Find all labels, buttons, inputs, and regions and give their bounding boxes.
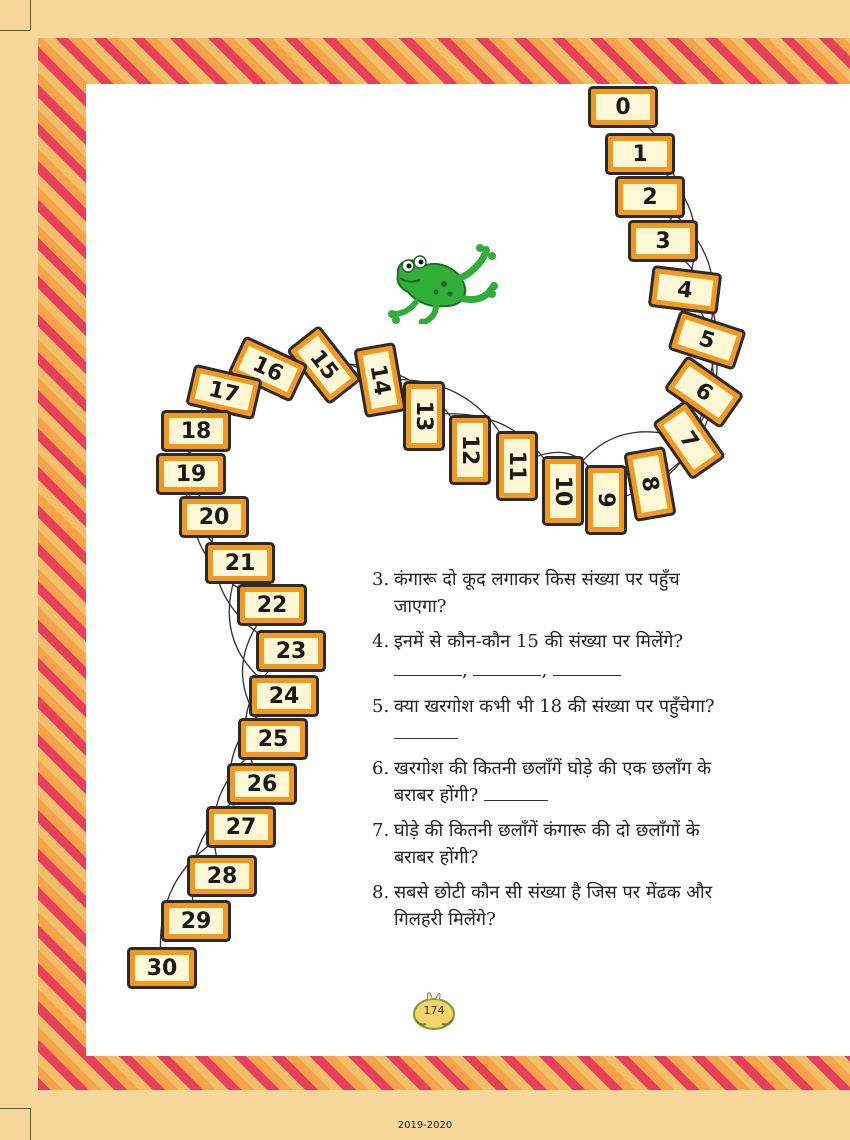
- blank-separator: ,: [462, 660, 468, 681]
- answer-blanks-4: [372, 657, 734, 683]
- number-card-27: 27: [209, 809, 273, 845]
- question-number: 3.: [372, 569, 390, 590]
- question-number: 4.: [372, 631, 390, 652]
- question-3: [372, 566, 734, 620]
- question-7: [372, 817, 734, 871]
- jump-arc: [230, 696, 284, 827]
- question-number: 5.: [372, 696, 390, 717]
- footer-year: 2019-2020: [397, 1120, 453, 1131]
- number-card-4: 4: [651, 268, 719, 312]
- number-card-20: 20: [182, 499, 246, 535]
- number-card-12: 12: [452, 418, 488, 482]
- number-card-21: 21: [208, 545, 272, 581]
- number-card-17: 17: [189, 367, 259, 416]
- frog-icon: [386, 244, 498, 324]
- number-card-9: 9: [588, 468, 624, 532]
- question-text: क्या खरगोश कभी भी 18 की संख्या पर पहुँचेगा?: [394, 696, 715, 717]
- answer-blank[interactable]: [394, 657, 462, 676]
- question-5: [372, 693, 734, 747]
- page-number: 174: [423, 1004, 445, 1017]
- question-number: 6.: [372, 758, 390, 779]
- question-number: 7.: [372, 820, 390, 841]
- jump-arc: [160, 827, 241, 968]
- question-text: इनमें से कौन-कौन 15 की संख्या पर मिलेंगे?: [394, 631, 684, 652]
- number-card-22: 22: [240, 587, 304, 623]
- answer-blank[interactable]: [473, 657, 541, 676]
- question-4: [372, 628, 734, 655]
- jump-arc: [192, 784, 262, 921]
- question-number: 8.: [372, 882, 390, 903]
- jump-arc: [190, 474, 272, 605]
- question-text: सबसे छोटी कौन सी संख्या है जिस पर मेंढक और गिलहरी मिलेंगे?: [394, 882, 713, 930]
- jump-arc: [424, 414, 563, 491]
- number-card-26: 26: [230, 766, 294, 802]
- number-card-19: 19: [159, 456, 223, 492]
- number-card-1: 1: [608, 136, 672, 172]
- question-6: [372, 755, 734, 809]
- jump-arc: [212, 517, 291, 651]
- jump-arc: [623, 107, 675, 241]
- question-text: खरगोश की कितनी छलाँगें घोड़े की एक छलाँग के बराबर होंगी?: [394, 758, 712, 806]
- question-text: घोड़े की कितनी छलाँगें कंगारू की दो छलाँगों के बराबर होंगी?: [394, 820, 700, 868]
- jump-arc: [229, 563, 284, 696]
- number-card-24: 24: [252, 678, 316, 714]
- number-card-3: 3: [631, 223, 695, 259]
- number-card-30: 30: [130, 950, 194, 986]
- number-card-5: 5: [671, 313, 743, 367]
- question-text: कंगारू दो कूद लगाकर किस संख्या पर पहुँच जाएगा?: [394, 569, 680, 617]
- number-card-10: 10: [545, 459, 581, 523]
- number-card-8: 8: [627, 449, 674, 518]
- number-card-15: 15: [290, 329, 358, 402]
- number-card-0: 0: [591, 89, 655, 125]
- number-card-6: 6: [667, 359, 740, 425]
- number-card-18: 18: [164, 413, 228, 449]
- answer-blank[interactable]: [484, 782, 548, 801]
- number-card-28: 28: [190, 858, 254, 894]
- number-card-2: 2: [618, 179, 682, 215]
- page-number-badge: [410, 990, 458, 1032]
- number-card-25: 25: [241, 721, 305, 757]
- number-card-29: 29: [164, 903, 228, 939]
- blank-separator: ,: [541, 660, 548, 681]
- question-8: [372, 879, 734, 933]
- number-card-11: 11: [499, 434, 535, 498]
- jump-arc: [214, 739, 273, 876]
- number-card-14: 14: [357, 345, 404, 414]
- number-card-16: 16: [231, 339, 304, 399]
- number-card-23: 23: [259, 633, 323, 669]
- answer-blank[interactable]: [394, 720, 458, 739]
- question-list: [372, 566, 734, 941]
- number-card-7: 7: [656, 403, 722, 476]
- number-card-13: 13: [406, 384, 442, 448]
- answer-blank[interactable]: [553, 657, 621, 676]
